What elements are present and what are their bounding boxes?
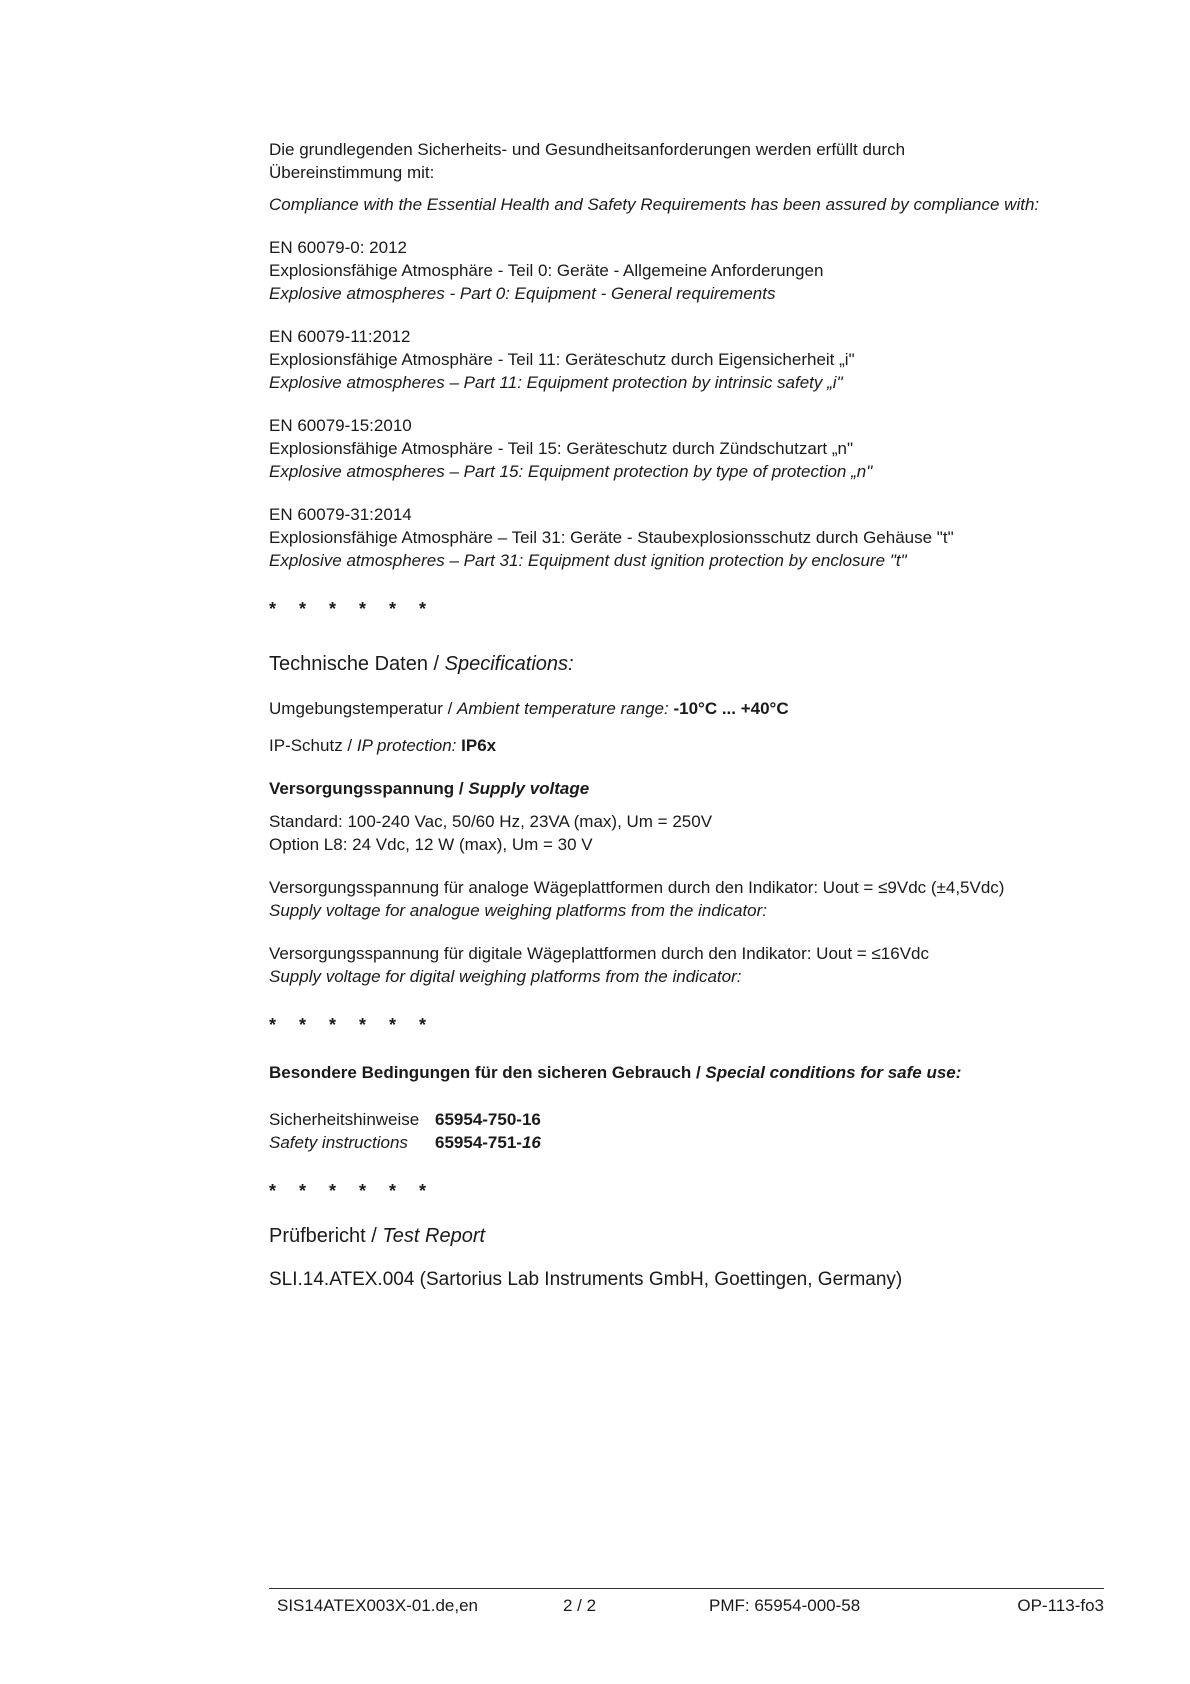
standard-code: EN 60079-15:2010	[269, 416, 412, 435]
standard-title-de: Explosionsfähige Atmosphäre - Teil 11: Geräteschutz durch Eigensicherheit „i"	[269, 350, 855, 369]
standard-title-en: Explosive atmospheres – Part 31: Equipment dust ignition protection by enclosure "t"	[269, 551, 907, 570]
standard-title-en: Explosive atmospheres – Part 15: Equipment protection by type of protection „n"	[269, 462, 873, 481]
special-conditions-heading	[269, 1061, 1129, 1084]
standard-title-de: Explosionsfähige Atmosphäre – Teil 31: Geräte - Staubexplosionsschutz durch Gehäuse "t"	[269, 528, 954, 547]
section-separator: * * * * * *	[269, 599, 436, 619]
standard-code: EN 60079-31:2014	[269, 505, 412, 524]
specifications-heading-en: Specifications:	[444, 653, 574, 675]
ip-protection-row	[269, 734, 1129, 757]
section-separator: * * * * * *	[269, 1181, 436, 1201]
analog-supply-en: Supply voltage for analogue weighing platforms from the indicator:	[269, 901, 768, 920]
safety-en-row	[269, 1131, 1129, 1154]
safety-de-label: Sicherheitshinweise	[269, 1110, 420, 1129]
intro-en: Compliance with the Essential Health and Safety Requirements has been assured by compliance with:	[269, 195, 1040, 214]
specifications-heading	[269, 651, 1129, 677]
ip-value: IP6x	[461, 736, 497, 755]
footer-form-id: OP-113-fo3	[1017, 1596, 1104, 1615]
temp-value: -10°C ... +40°C	[673, 699, 789, 718]
intro-de-line-2: Übereinstimmung mit:	[269, 163, 435, 182]
conditions-heading-en: Special conditions for safe use:	[705, 1063, 962, 1082]
safety-en-value-prefix: 65954-751-	[435, 1133, 522, 1152]
safety-instructions	[269, 1108, 1129, 1154]
digital-platform-supply	[269, 942, 1129, 988]
supply-voltage-heading	[269, 777, 1129, 800]
document-body	[269, 138, 1129, 1292]
page-footer	[269, 1588, 1104, 1615]
supply-option-l8: Option L8: 24 Vdc, 12 W (max), Um = 30 V	[269, 835, 593, 854]
standard-code: EN 60079-0: 2012	[269, 238, 407, 257]
report-heading-de: Prüfbericht /	[269, 1225, 383, 1247]
ip-label-de: IP-Schutz /	[269, 736, 357, 755]
standard-title-en: Explosive atmospheres – Part 11: Equipment protection by intrinsic safety „i"	[269, 373, 843, 392]
digital-supply-en: Supply voltage for digital weighing platforms from the indicator:	[269, 967, 742, 986]
safety-en-label: Safety instructions	[269, 1133, 408, 1152]
temp-label-de: Umgebungstemperatur /	[269, 699, 458, 718]
footer-document-id: SIS14ATEX003X-01.de,en	[277, 1596, 478, 1615]
test-report-reference: SLI.14.ATEX.004 (Sartorius Lab Instruments GmbH, Goettingen, Germany)	[269, 1269, 903, 1290]
digital-supply-de: Versorgungsspannung für digitale Wägeplattformen durch den Indikator: Uout = ≤16Vdc	[269, 944, 929, 963]
footer-pmf: PMF: 65954-000-58	[709, 1596, 861, 1615]
section-separator: * * * * * *	[269, 1015, 436, 1035]
supply-standard: Standard: 100-240 Vac, 50/60 Hz, 23VA (max), Um = 250V	[269, 812, 713, 831]
standard-block-11	[269, 325, 1129, 394]
temp-label-en: Ambient temperature range:	[457, 699, 669, 718]
analog-platform-supply	[269, 876, 1129, 922]
safety-de-value: 65954-750-16	[435, 1110, 541, 1129]
intro-de-line-1: Die grundlegenden Sicherheits- und Gesundheitsanforderungen werden erfüllt durch	[269, 140, 906, 159]
analog-supply-de: Versorgungsspannung für analoge Wägeplattformen durch den Indikator: Uout = ≤9Vdc (±4,5Vdc)	[269, 878, 1005, 897]
standard-block-15	[269, 414, 1129, 483]
ip-label-en: IP protection:	[356, 736, 457, 755]
ambient-temperature-row	[269, 697, 1129, 720]
standard-block-0	[269, 236, 1129, 305]
specifications-heading-de: Technische Daten /	[269, 653, 445, 675]
supply-voltage-values	[269, 810, 1129, 856]
report-heading-en: Test Report	[382, 1225, 486, 1247]
standard-title-de: Explosionsfähige Atmosphäre - Teil 0: Geräte - Allgemeine Anforderungen	[269, 261, 824, 280]
standard-title-en: Explosive atmospheres - Part 0: Equipment - General requirements	[269, 284, 776, 303]
compliance-intro	[269, 138, 1129, 216]
safety-de-row	[269, 1108, 1129, 1131]
supply-heading-en: Supply voltage	[468, 779, 590, 798]
supply-heading-de: Versorgungsspannung /	[269, 779, 469, 798]
test-report-heading	[269, 1223, 1129, 1249]
standard-code: EN 60079-11:2012	[269, 327, 411, 346]
standard-title-de: Explosionsfähige Atmosphäre - Teil 15: Geräteschutz durch Zündschutzart „n"	[269, 439, 854, 458]
safety-en-value-suffix: 16	[521, 1133, 541, 1152]
conditions-heading-de: Besondere Bedingungen für den sicheren Gebrauch /	[269, 1063, 706, 1082]
standard-block-31	[269, 503, 1129, 572]
footer-page-number: 2 / 2	[563, 1596, 597, 1615]
